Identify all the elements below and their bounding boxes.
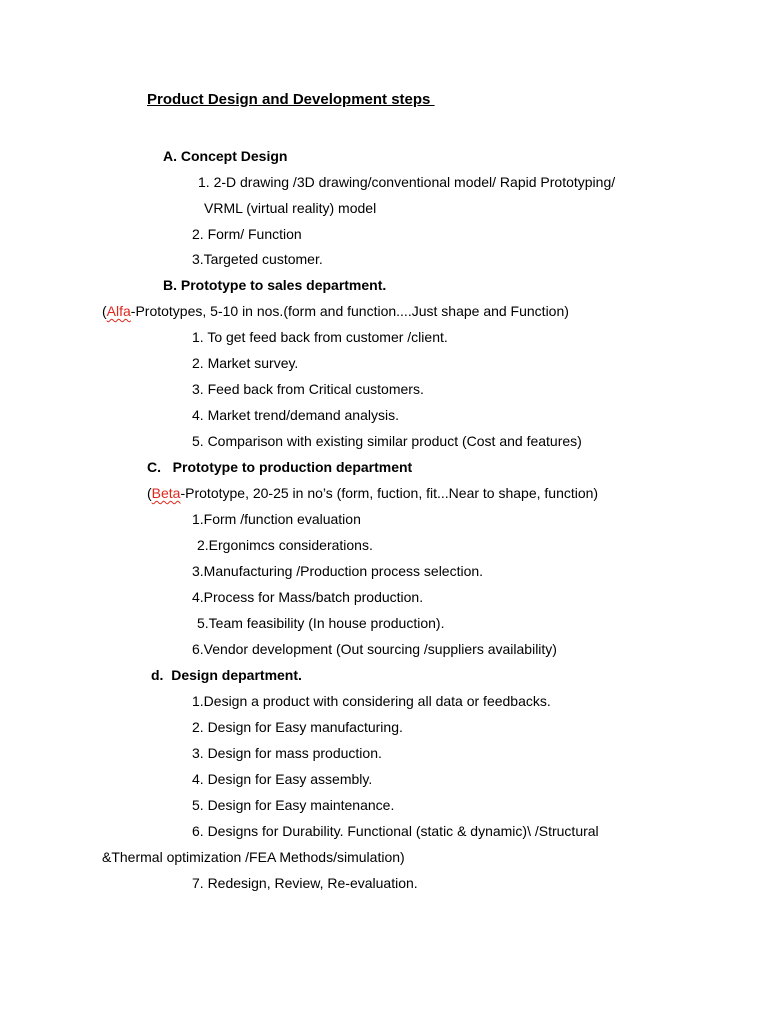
section-d-item: 4. Design for Easy assembly. [192, 771, 373, 787]
section-c-item: 3.Manufacturing /Production process selection. [192, 563, 484, 579]
section-b-item: 4. Market trend/demand analysis. [192, 407, 399, 423]
section-d-item: 6. Designs for Durability. Functional (static & dynamic)\ /Structural [192, 823, 599, 839]
beta-highlight: Beta [151, 485, 181, 501]
section-c-item: 5.Team feasibility (In house production). [197, 615, 445, 631]
section-c-item: 2.Ergonimcs considerations. [197, 537, 373, 553]
alfa-highlight: Alfa [106, 303, 131, 319]
section-a-item: 1. 2-D drawing /3D drawing/conventional model/ Rapid Prototyping/ [198, 174, 616, 190]
section-b-note [102, 303, 569, 319]
section-b-item: 3. Feed back from Critical customers. [192, 381, 424, 397]
section-d-item: 7. Redesign, Review, Re-evaluation. [192, 875, 418, 891]
section-b-item: 2. Market survey. [192, 355, 299, 371]
section-b-item: 5. Comparison with existing similar product (Cost and features) [192, 433, 582, 449]
section-d-item: &Thermal optimization /FEA Methods/simulation) [102, 849, 405, 865]
note-open-paren: ( [102, 303, 107, 319]
section-a-item: 2. Form/ Function [192, 226, 302, 242]
section-d-item: 3. Design for mass production. [192, 745, 382, 761]
section-d-item: 1.Design a product with considering all data or feedbacks. [192, 693, 551, 709]
section-d-item: 5. Design for Easy maintenance. [192, 797, 395, 813]
section-a-heading: A. Concept Design [163, 148, 288, 164]
section-c-note [147, 485, 598, 501]
section-c-heading: C. Prototype to production department [147, 459, 413, 475]
page-title: Product Design and Development steps [147, 91, 435, 108]
section-c-item: 1.Form /function evaluation [192, 511, 361, 527]
note-text: -Prototypes, 5-10 in nos.(form and function....Just shape and Function) [130, 303, 569, 319]
section-c-item: 6.Vendor development (Out sourcing /suppliers availability) [192, 641, 557, 657]
section-a-item: 3.Targeted customer. [192, 251, 323, 267]
section-d-heading: d. Design department. [151, 667, 302, 683]
note-text: -Prototype, 20-25 in no’s (form, fuction, fit...Near to shape, function) [180, 485, 599, 501]
section-b-heading: B. Prototype to sales department. [163, 277, 387, 293]
section-b-item: 1. To get feed back from customer /client. [192, 329, 448, 345]
note-open-paren: ( [147, 485, 152, 501]
section-c-item: 4.Process for Mass/batch production. [192, 589, 424, 605]
section-a-item: VRML (virtual reality) model [204, 200, 377, 216]
section-d-item: 2. Design for Easy manufacturing. [192, 719, 403, 735]
